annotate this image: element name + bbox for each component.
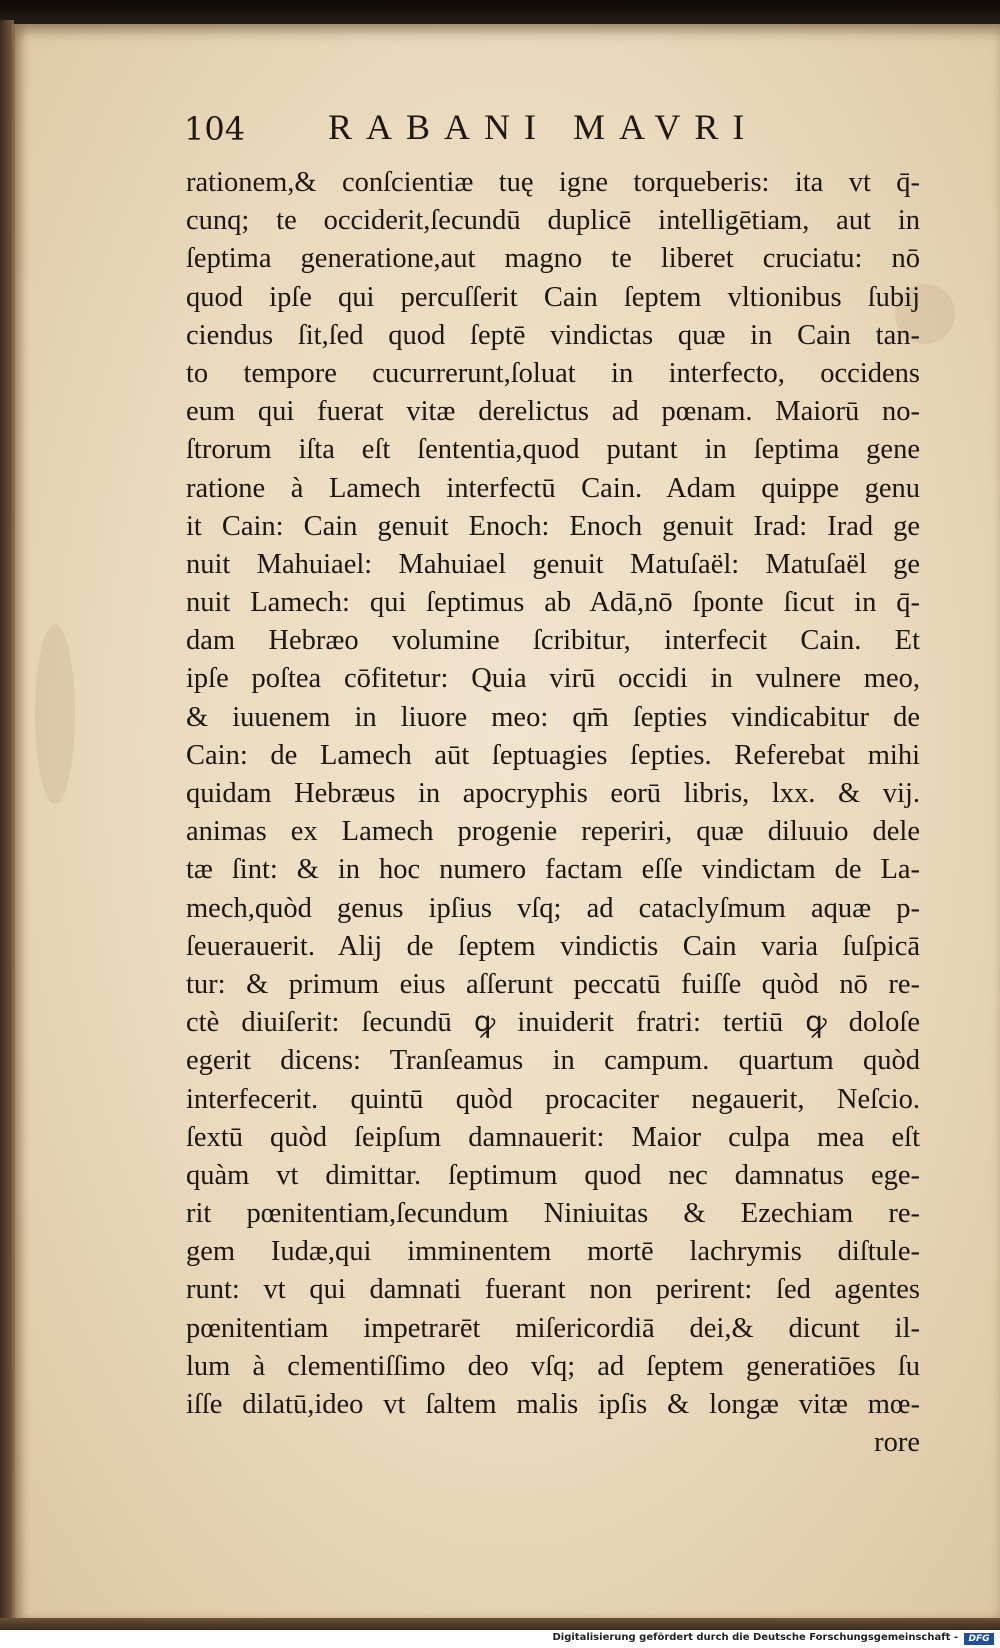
text-line: rationem,& conſcientiæ tuę igne torqueberis: ita vt q̄- [186,167,920,198]
text-line: ctè diuiſerit: ſecundū ꝙ inuiderit fratri: tertiū ꝙ doloſe [186,1007,920,1039]
text-line: ſeuerauerit. Alij de ſeptem vindictis Cain varia ſuſpicā [186,930,920,962]
text-line: runt: vt qui damnati fuerant non perirent: ſed agentes [186,1274,920,1306]
text-line: lum à clementiſſimo deo vſq; ad ſeptem generatiōes ſu [186,1350,920,1382]
text-line: & iuuenem in liuore meo: qm̄ ſepties vindicabitur de [186,701,920,733]
text-line: it Cain: Cain genuit Enoch: Enoch genuit Irad: Irad ge [186,510,920,542]
text-line: egerit dicens: Tranſeamus in campum. quartum quòd [186,1045,920,1077]
text-line: tæ ſint: & in hoc numero factam eſſe vindictam de La- [186,854,920,886]
scan-bottom-edge [0,1618,1000,1630]
text-line: ciendus ſit,ſed quod ſeptē vindictas quæ in Cain tan- [186,319,920,351]
dfg-logo: DFG [964,1633,994,1645]
text-line: ſextū quòd ſeipſum damnauerit: Maior culpa mea eſt [186,1121,920,1153]
text-line: pœnitentiam impetrarēt miſericordiā dei,& dicunt il- [186,1312,920,1344]
text-line: quidam Hebræus in apocryphis eorū libris, lxx. & vij. [186,778,920,809]
running-head: RABANI MAVRI [328,107,759,147]
text-line: dam Hebræo volumine ſcribitur, interfecit Cain. Et [186,625,920,657]
digitization-credit: Digitalisierung gefördert durch die Deutsche Forschungsgemeinschaft - [552,1632,958,1643]
catchword: rore [874,1427,920,1459]
text-line: ipſe poſtea cōfitetur: Quia virū occidi in vulnere meo, [186,663,920,695]
page-stain [35,624,75,804]
text-line: iſſe dilatū,ideo vt ſaltem malis ipſis & longæ vitæ mœ- [186,1389,920,1420]
text-line: ſeptima generatione,aut magno te liberet cruciatu: nō [186,243,920,275]
text-line: quàm vt dimittar. ſeptimum quod nec damnatus ege- [186,1159,920,1191]
text-line: to tempore cucurrerunt,ſoluat in interfecto, occidens [186,357,920,389]
text-line: cunq; te occiderit,ſecundū duplicē intelligētiam, aut in [186,205,920,237]
text-line: interfecerit. quintū quòd procaciter negauerit, Neſcio. [186,1083,920,1115]
text-line: quod ipſe qui percuſſerit Cain ſeptem vltionibus ſubij [186,281,920,313]
text-line: rit pœnitentiam,ſecundum Niniuitas & Ezechiam re- [186,1198,920,1230]
text-line: nuit Mahuiael: Mahuiael genuit Matuſaël: Matuſaël ge [186,548,920,580]
text-line: mech,quòd genus ipſius vſq; ad cataclyſmum aquæ p- [186,892,920,924]
text-line: ratione à Lamech interfectū Cain. Adam quippe genu [186,472,920,504]
body-text [186,164,920,1462]
text-line: gem Iudæ,qui imminentem mortē lachrymis diſtule- [186,1236,920,1268]
text-line: ſtrorum iſta eſt ſententia,quod putant in ſeptima gene [186,434,920,466]
text-line: nuit Lamech: qui ſeptimus ab Adā,nō ſponte ſicut in q̄- [186,587,920,619]
page-number: 104 [184,110,246,148]
text-line: tur: & primum eius aſſerunt peccatū fuiſſe quòd nō re- [186,968,920,1000]
text-line: Cain: de Lamech aūt ſeptuagies ſepties. Referebat mihi [186,739,920,771]
text-line: animas ex Lamech progenie reperiri, quæ diluuio dele [186,816,920,848]
text-line: eum qui fuerat vitæ derelictus ad pœnam. Maiorū no- [186,396,920,428]
